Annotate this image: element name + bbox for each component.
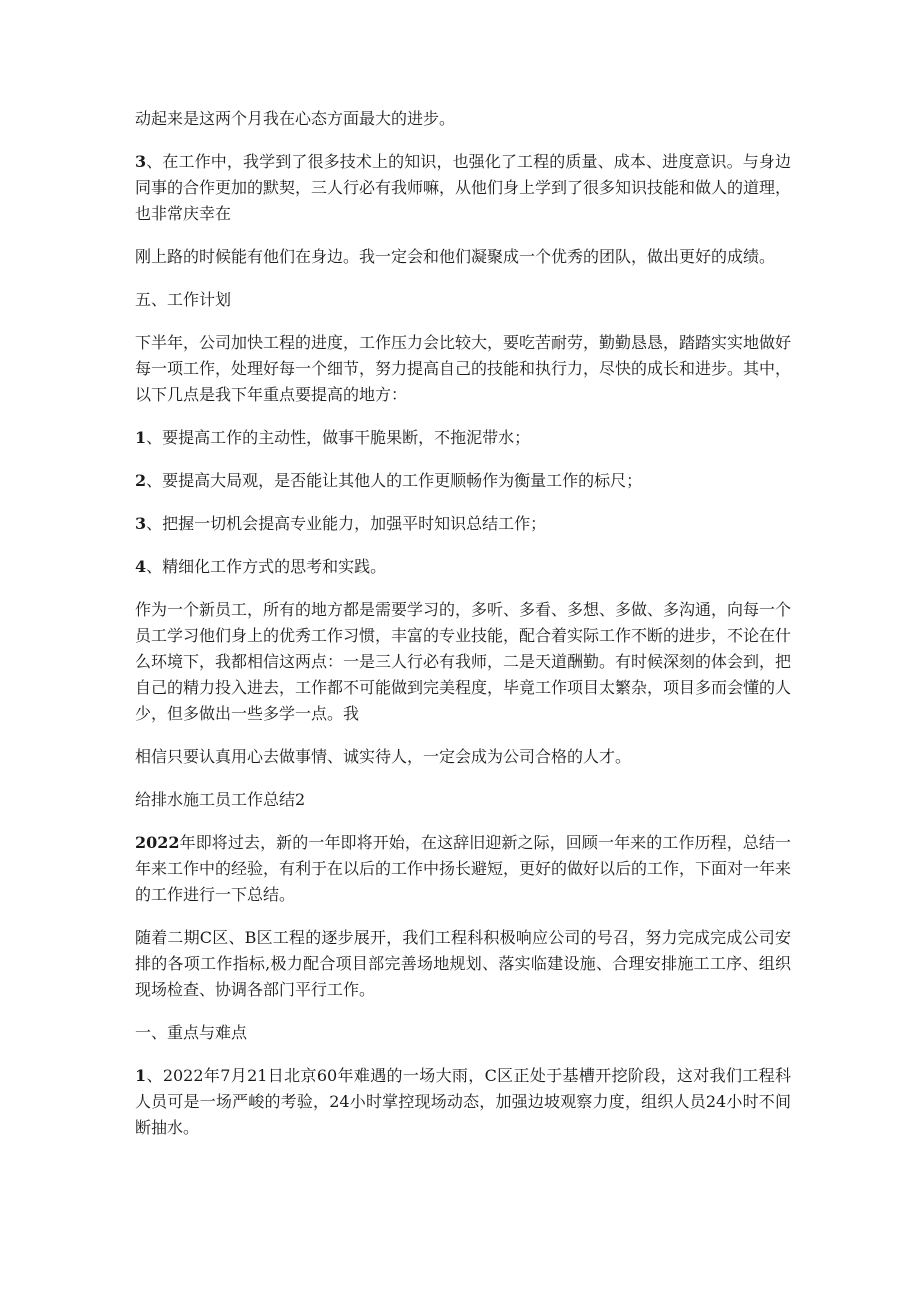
paragraph bbox=[135, 744, 791, 770]
paragraph-text: 、2022年7月21日北京60年难遇的一场大雨，C区正处于基槽开挖阶段，这对我们工程科人员可是一场严峻的考验，24小时掌控现场动态，加强边坡观察力度，组织人员24小时不间断抽水。 bbox=[135, 1066, 791, 1137]
list-number: 1 bbox=[135, 1066, 147, 1085]
list-item bbox=[135, 511, 791, 537]
year-number: 2022 bbox=[135, 833, 180, 852]
paragraph bbox=[135, 330, 791, 408]
paragraph-text: 相信只要认真用心去做事情、诚实待人，一定会成为公司合格的人才。 bbox=[135, 747, 632, 766]
section-title bbox=[135, 787, 791, 813]
paragraph bbox=[135, 244, 791, 270]
paragraph-text: 随着二期C区、B区工程的逐步展开，我们工程科积极响应公司的号召，努力完成完成公司安排的各项工作指标,极力配合项目部完善场地规划、落实临建设施、合理安排施工工序、组织现场检查、协调各部门平行工作。 bbox=[135, 928, 791, 999]
paragraph bbox=[135, 925, 791, 1003]
list-number: 3 bbox=[135, 514, 147, 533]
section-heading bbox=[135, 1020, 791, 1046]
paragraph-text: 、要提高工作的主动性，做事干脆果断，不拖泥带水； bbox=[146, 428, 531, 447]
list-item bbox=[135, 554, 791, 580]
list-number: 4 bbox=[135, 557, 147, 576]
paragraph-text: 下半年，公司加快工程的进度，工作压力会比较大，要吃苦耐劳，勤勤恳恳，踏踏实实地做好每一项工作，处理好每一个细节，努力提高自己的技能和执行力，尽快的成长和进步。其中，以下几点是我下年重点要提高的地方： bbox=[135, 333, 792, 404]
paragraph-text: 给排水施工员工作总结2 bbox=[135, 790, 306, 809]
paragraph bbox=[135, 106, 791, 132]
document-page bbox=[135, 106, 791, 1158]
paragraph-text: 动起来是这两个月我在心态方面最大的进步。 bbox=[135, 109, 456, 128]
section-heading bbox=[135, 287, 791, 313]
paragraph-text: 作为一个新员工，所有的地方都是需要学习的，多听、多看、多想、多做、多沟通，向每一个员工学习他们身上的优秀工作习惯，丰富的专业技能，配合着实际工作不断的进步，不论在什么环境下，我都相信这两点：一是三人行必有我师，二是天道酬勤。有时候深刻的体会到，把自己的精力投入进去，工作都不可能做到完美程度，毕竟工作项目太繁杂，项目多而会懂的人少，但多做出一些多学一点。我 bbox=[135, 600, 792, 723]
paragraph bbox=[135, 597, 791, 727]
paragraph bbox=[135, 149, 791, 227]
paragraph-text: 、要提高大局观，是否能让其他人的工作更顺畅作为衡量工作的标尺； bbox=[146, 471, 643, 490]
paragraph-text: 年即将过去，新的一年即将开始，在这辞旧迎新之际，回顾一年来的工作历程，总结一年来工作中的经验，有利于在以后的工作中扬长避短，更好的做好以后的工作，下面对一年来的工作进行一下总结。 bbox=[135, 833, 792, 904]
paragraph-text: 、精细化工作方式的思考和实践。 bbox=[146, 557, 387, 576]
paragraph-text: 五、工作计划 bbox=[135, 290, 232, 309]
list-number: 3 bbox=[135, 152, 147, 171]
paragraph-text: 、把握一切机会提高专业能力，加强平时知识总结工作； bbox=[146, 514, 547, 533]
paragraph-text: 一、重点与难点 bbox=[135, 1023, 248, 1042]
paragraph-text: 刚上路的时候能有他们在身边。我一定会和他们凝聚成一个优秀的团队，做出更好的成绩。 bbox=[135, 247, 776, 266]
list-item bbox=[135, 468, 791, 494]
list-number: 2 bbox=[135, 471, 147, 490]
paragraph-text: 、在工作中，我学到了很多技术上的知识，也强化了工程的质量、成本、进度意识。与身边同事的合作更加的默契，三人行必有我师嘛，从他们身上学到了很多知识技能和做人的道理，也非常庆幸在 bbox=[135, 152, 792, 223]
list-item bbox=[135, 425, 791, 451]
paragraph bbox=[135, 830, 791, 908]
list-item bbox=[135, 1063, 791, 1141]
list-number: 1 bbox=[135, 428, 147, 447]
